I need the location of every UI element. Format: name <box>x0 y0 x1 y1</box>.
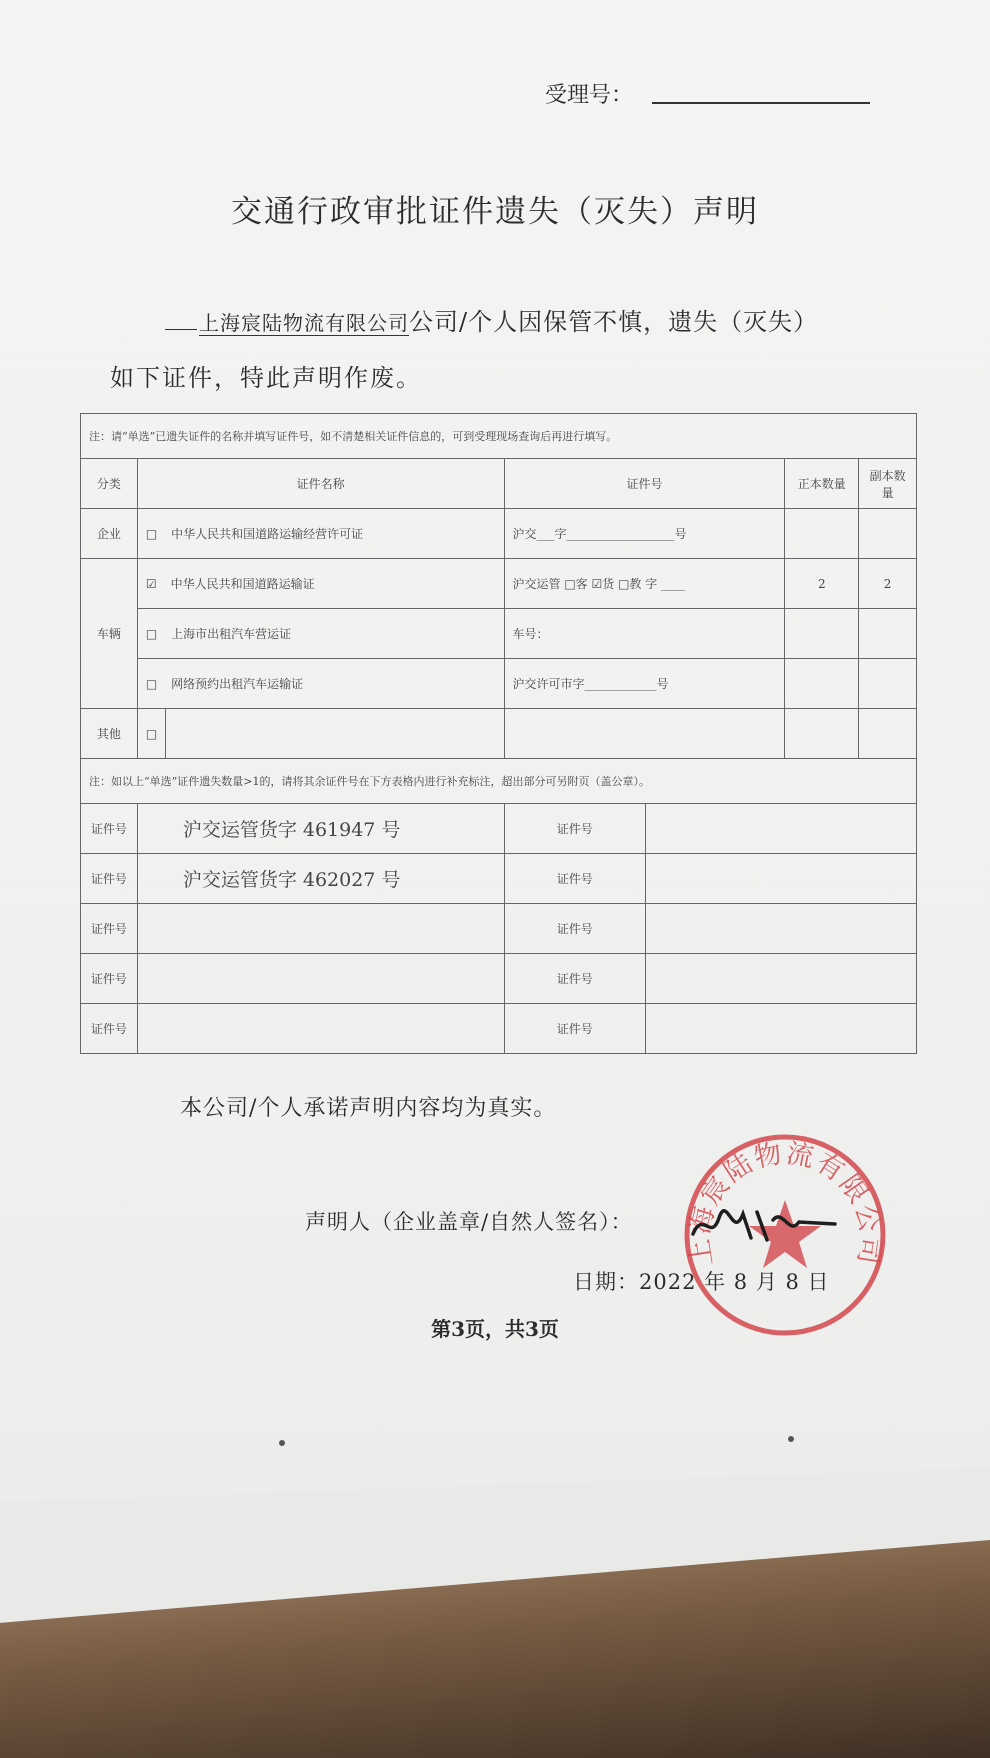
table-note-top: 注：请“单选”已遗失证件的名称并填写证件号，如不清楚相关证件信息的，可到受理现场查询后再进行填写。 <box>81 414 917 459</box>
statement-suffix: 公司/个人因保管不慎，遗失（灭失） <box>409 308 819 336</box>
checkbox-icon[interactable]: □ <box>145 627 158 641</box>
certificate-table <box>80 413 917 1054</box>
supplement-value[interactable] <box>646 854 917 904</box>
supplement-value[interactable] <box>137 904 504 954</box>
supplement-label: 证件号 <box>81 954 138 1004</box>
statement-blank <box>165 329 197 330</box>
original-qty-cell[interactable] <box>785 709 859 759</box>
supplement-value[interactable] <box>137 1004 504 1054</box>
reception-number-label: 受理号： <box>545 83 634 108</box>
supplement-label: 证件号 <box>504 854 646 904</box>
document-title: 交通行政审批证件遗失（灭失）声明 <box>231 194 759 230</box>
supplement-label: 证件号 <box>81 854 138 904</box>
copy-qty-value[interactable]: 2 <box>859 559 917 609</box>
supplement-value[interactable] <box>646 1004 917 1054</box>
statement-line-1 <box>165 302 818 337</box>
original-qty-cell[interactable] <box>785 609 859 659</box>
cert-name-enterprise: 中华人民共和国道路运输经营许可证 <box>171 527 364 541</box>
original-qty-value[interactable]: 2 <box>785 559 859 609</box>
header-copy-qty: 副本数量 <box>859 459 917 509</box>
original-qty-cell[interactable] <box>785 509 859 559</box>
checkbox-icon[interactable]: □ <box>145 527 158 541</box>
supplement-value[interactable] <box>137 954 504 1004</box>
cert-name-road-transport: 中华人民共和国道路运输证 <box>170 577 315 591</box>
header-cert-name: 证件名称 <box>137 459 504 509</box>
cert-name-other[interactable] <box>166 709 504 759</box>
company-name: 上海宸陆物流有限公司 <box>199 311 409 335</box>
category-other: 其他 <box>81 709 138 759</box>
supplement-value[interactable]: 沪交运管货字 461947 号 <box>137 804 504 854</box>
copy-qty-cell[interactable] <box>859 609 917 659</box>
table-row <box>137 559 504 609</box>
supplement-label: 证件号 <box>504 954 646 1004</box>
supplement-label: 证件号 <box>504 804 646 854</box>
supplement-label: 证件号 <box>81 804 138 854</box>
supplement-label: 证件号 <box>81 904 138 954</box>
supplement-label: 证件号 <box>504 904 646 954</box>
statement-line-2: 如下证件，特此声明作废。 <box>110 364 422 392</box>
category-vehicle: 车辆 <box>81 559 138 709</box>
supplement-value[interactable] <box>646 954 917 1004</box>
cert-name-ride-hailing: 网络预约出租汽车运输证 <box>171 677 304 691</box>
promise-statement: 本公司/个人承诺声明内容均为真实。 <box>180 1096 557 1121</box>
page-number: 第3页，共3页 <box>431 1317 559 1341</box>
original-qty-cell[interactable] <box>785 659 859 709</box>
seal-text: 上海宸陆物流有限公司 <box>683 1137 887 1269</box>
checkbox-icon[interactable]: □ <box>145 677 158 691</box>
cert-number-road-transport[interactable]: 沪交运管 □客 ☑货 □教 字 ____ <box>504 559 785 609</box>
cert-number-taxi[interactable]: 车号： <box>504 609 785 659</box>
checkbox-icon[interactable]: □ <box>137 709 165 759</box>
punch-dot <box>279 1440 285 1446</box>
cert-name-taxi: 上海市出租汽车营运证 <box>171 627 292 641</box>
table-row <box>137 609 504 659</box>
table-row <box>137 659 504 709</box>
table-row <box>137 509 504 559</box>
copy-qty-cell[interactable] <box>859 709 917 759</box>
checked-checkbox-icon[interactable]: ☑ <box>145 577 157 591</box>
header-original-qty: 正本数量 <box>785 459 859 509</box>
supplement-value[interactable]: 沪交运管货字 462027 号 <box>137 854 504 904</box>
copy-qty-cell[interactable] <box>859 509 917 559</box>
cert-number-other[interactable] <box>504 709 785 759</box>
handwritten-signature <box>685 1200 845 1250</box>
declarant-label: 声明人（企业盖章/自然人签名）： <box>305 1210 633 1234</box>
declaration-date: 日期：2022 年 8 月 8 日 <box>573 1270 830 1294</box>
reception-number-field[interactable] <box>652 102 870 104</box>
table-note-bottom: 注：如以上“单选”证件遗失数量>1的，请将其余证件号在下方表格内进行补充标注，超出部分可另附页（盖公章）。 <box>81 759 917 804</box>
supplement-value[interactable] <box>646 804 917 854</box>
category-enterprise: 企业 <box>81 509 138 559</box>
punch-dot <box>788 1436 794 1442</box>
header-cert-no: 证件号 <box>504 459 785 509</box>
supplement-label: 证件号 <box>81 1004 138 1054</box>
header-category: 分类 <box>81 459 138 509</box>
cert-number-ride-hailing[interactable]: 沪交许可市字____________号 <box>504 659 785 709</box>
cert-number-enterprise[interactable]: 沪交___字__________________号 <box>504 509 785 559</box>
supplement-label: 证件号 <box>504 1004 646 1054</box>
supplement-value[interactable] <box>646 904 917 954</box>
copy-qty-cell[interactable] <box>859 659 917 709</box>
